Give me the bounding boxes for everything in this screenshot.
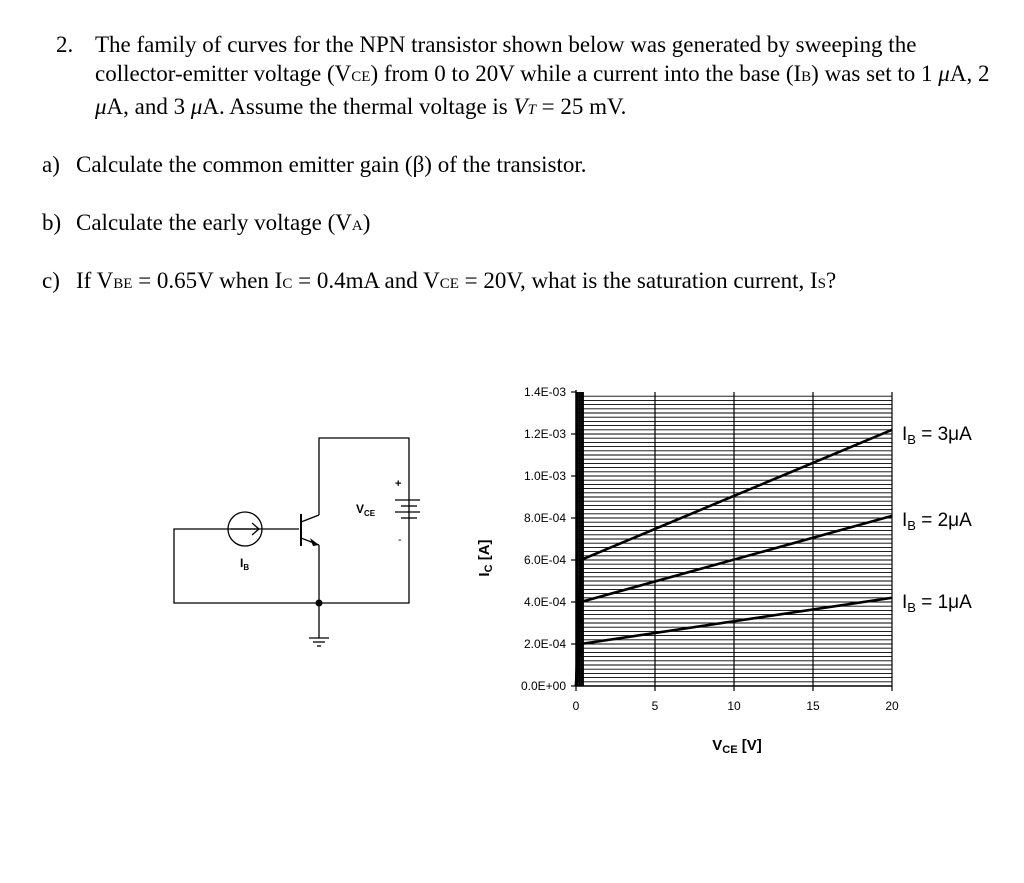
x-tick-label: 0 bbox=[572, 699, 580, 713]
problem-stem: The family of curves for the NPN transistor shown below was generated by sweeping the collector-emitter voltage (VCE) from 0 to 20V while a current into the base (IB) was set to 1 μA, 2 μA, and 3 μA. Assume the thermal voltage is VT = 25 mV. bbox=[95, 32, 990, 119]
y-tick-label: 2.0E-04 bbox=[523, 637, 566, 651]
x-tick-label: 5 bbox=[651, 699, 659, 713]
y-tick-label: 8.0E-04 bbox=[523, 511, 566, 525]
series-label-IB2: $I_B = 2\mu A$ bbox=[902, 509, 972, 533]
part-b-label: b) bbox=[42, 210, 62, 235]
battery-minus: - bbox=[398, 534, 402, 546]
transistor-circuit bbox=[170, 430, 420, 655]
part-c-text: If VBE = 0.65V when IC = 0.4mA and VCE = 20V, what is the saturation current, IS? bbox=[76, 268, 837, 293]
chart-grid bbox=[576, 392, 892, 686]
y-tick-label: 0.0E+00 bbox=[520, 679, 566, 693]
chart-labels bbox=[902, 424, 972, 615]
part-b bbox=[42, 208, 942, 238]
y-tick-label: 6.0E-04 bbox=[523, 553, 566, 567]
x-tick-label: 15 bbox=[806, 699, 820, 713]
part-c-label: c) bbox=[42, 268, 60, 293]
y-tick-label: 1.0E-03 bbox=[523, 469, 566, 483]
part-a-text: Calculate the common emitter gain (β) of the transistor. bbox=[76, 152, 587, 177]
x-tick-label: 20 bbox=[885, 699, 899, 713]
part-a bbox=[42, 150, 942, 180]
problem-number: 2. bbox=[56, 32, 74, 57]
part-b-text: Calculate the early voltage (VA) bbox=[76, 210, 371, 235]
y-axis-label: $I_C$ [A] bbox=[476, 539, 495, 577]
battery-plus: + bbox=[395, 478, 402, 490]
part-c bbox=[42, 266, 942, 326]
y-tick-label: 4.0E-04 bbox=[523, 595, 566, 609]
x-axis-label: $V_{CE}$ [V] bbox=[712, 737, 762, 756]
ic-vce-chart bbox=[460, 370, 1000, 765]
y-tick-label: 1.4E-03 bbox=[523, 385, 566, 399]
series-label-IB3: $I_B = 3\mu A$ bbox=[902, 423, 972, 447]
series-label-IB1: $I_B = 1\mu A$ bbox=[902, 591, 972, 615]
y-tick-label: 1.2E-03 bbox=[523, 427, 566, 441]
transistor-collector bbox=[301, 515, 319, 522]
junction-dot bbox=[316, 600, 323, 607]
ib-label: $I_B$ bbox=[240, 556, 250, 572]
part-a-label: a) bbox=[42, 152, 60, 177]
x-tick-label: 10 bbox=[727, 699, 741, 713]
circuit-loop-wire bbox=[174, 438, 409, 603]
vce-label: $V_{CE}$ bbox=[356, 502, 376, 518]
